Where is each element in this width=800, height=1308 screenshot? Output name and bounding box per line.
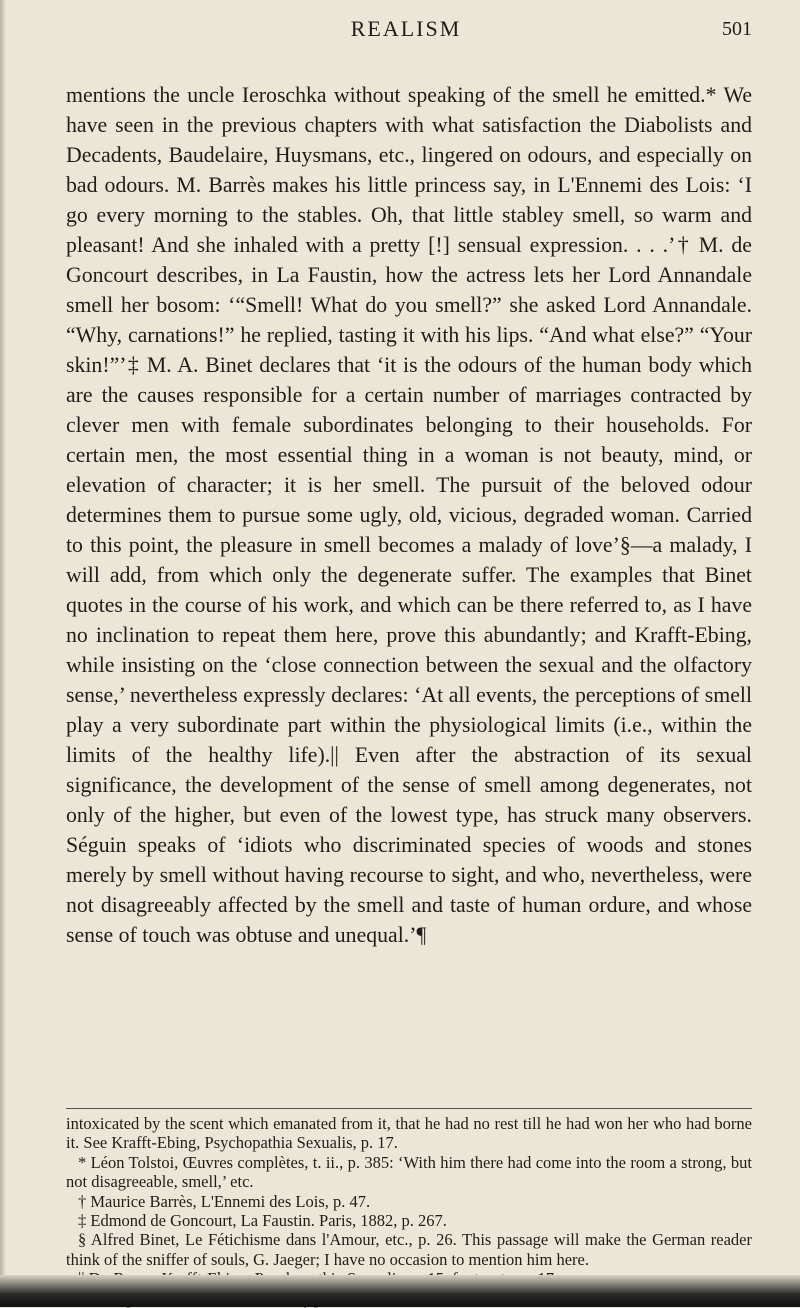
footnote-tolstoi: * Léon Tolstoi, Œuvres complètes, t. ii., p. 385: ‘With him there had come into the room a strong, but not disagreeable, smell,’ etc.: [66, 1152, 752, 1192]
page-header: [60, 8, 752, 48]
page-gutter-shadow: [0, 0, 6, 1307]
main-text: [66, 80, 752, 950]
footnote-continuation: intoxicated by the scent which emanated from it, that he had no rest till he had won her who had borne it. See Krafft-Ebing, Psychopathia Sexualis, p. 17.: [66, 1114, 752, 1153]
footnote-barres: † Maurice Barrès, L'Ennemi des Lois, p. 47.: [78, 1191, 371, 1211]
page-number: 501: [722, 18, 752, 40]
scan-edge-band: [0, 1275, 800, 1307]
footnote-divider: [66, 1108, 752, 1109]
running-head: REALISM: [350, 16, 462, 41]
footnote-goncourt: ‡ Edmond de Goncourt, La Faustin. Paris, 1882, p. 267.: [78, 1211, 447, 1231]
body-paragraph: mentions the uncle Ieroschka without speaking of the smell he emitted.* We have seen in the previous chapters with what satisfaction the Diabolists and Decadents, Baudelaire, Huysmans, etc., lingered on odours, and especially on bad odours. M. Barrès makes his little princess say, in L'Ennemi des Lois: ‘I go every morning to the stables. Oh, that little stabley smell, so warm and pleasant! And she inhaled with a pretty [!] sensual expression. . . .’† M. de Goncourt describes, in La Faustin, how the actress lets her Lord Annandale smell her bosom: ‘“Smell! What do you smell?” she asked Lord Annandale. “Why, carnations!” he replied, tasting it with his lips. “And what else?” “Your skin!”’‡ M. A. Binet declares that ‘it is the odours of the human body which are the causes responsible for a certain number of marriages contracted by clever men with female subordinates belonging to their households. For certain men, the most essential thing in a woman is not beauty, mind, or elevation of character; it is her smell. The pursuit of the beloved odour determines them to pursue some ugly, old, vicious, degraded woman. Carried to this point, the pleasure in smell becomes a malady of love’§—a malady, I will add, from which only the degenerate suffer. The examples that Binet quotes in the course of his work, and which can be there referred to, as I have no inclination to repeat them here, prove this abundantly; and Krafft-Ebing, while insisting on the ‘close connection between the sexual and the olfactory sense,’ nevertheless expressly declares: ‘At all events, the perceptions of smell play a very subordinate part within the physiological limits (i.e., within the limits of the healthy life).|| Even after the abstraction of its sexual significance, the development of the sense of smell among degenerates, not only of the higher, but even of the lowest type, has struck many observers. Séguin speaks of ‘idiots who discriminated species of woods and stones merely by smell without having recourse to sight, and who, nevertheless, were not disagreeably affected by the smell and taste of human ordure, and whose sense of touch was obtuse and unequal.’¶: [66, 83, 752, 947]
footnote-binet: § Alfred Binet, Le Fétichisme dans l'Amour, etc., p. 26. This passage will make the German reader think of the sniffer of souls, G. Jaeger; I have no occasion to mention him here.: [66, 1230, 752, 1269]
